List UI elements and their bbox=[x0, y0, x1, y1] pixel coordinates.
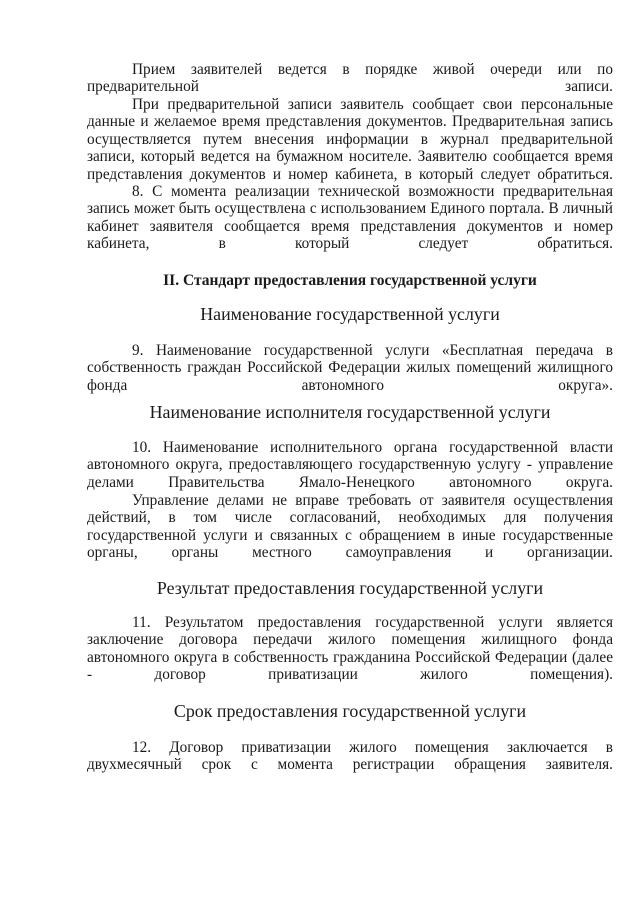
paragraph-prereg: При предварительной записи заявитель сообщает свои персональные данные и желаемое время представления документов. Предварительная запись осуществляется путем внесения информации в журнал предварительной записи, который ведется на бумажном носителе. Заявителю сообщается время представления документов и номер кабинета, в который следует обратиться. bbox=[87, 96, 613, 183]
heading-term: Срок предоставления государственной услуги bbox=[173, 701, 527, 721]
heading-result: Результат предоставления государственной услуги bbox=[156, 578, 544, 598]
paragraph-queue: Прием заявителей ведется в порядке живой очереди или по предварительной записи. bbox=[87, 61, 613, 96]
section-2-heading: II. Стандарт предоставления государственной услуги bbox=[163, 272, 537, 289]
paragraph-11: 11. Результатом предоставления государственной услуги является заключение договора передачи жилого помещения жилищного фонда автономного округа в собственность гражданина Российской Федерации (далее - договор приватизации жилого помещения). bbox=[87, 614, 613, 684]
paragraph-8: 8. С момента реализации технической возможности предварительная запись может быть осуществлена с использованием Единого портала. В личный кабинет заявителя сообщается время представления документов и номер кабинета, в который следует обратиться. bbox=[87, 183, 613, 253]
heading-executor-name: Наименование исполнителя государственной услуги bbox=[149, 402, 551, 422]
paragraph-10-b: Управление делами не вправе требовать от заявителя осуществления действий, в том числе согласований, необходимых для получения государственной услуги и связанных с обращением в иные государственные органы, органы местного самоуправления и организации. bbox=[87, 492, 613, 562]
paragraph-9: 9. Наименование государственной услуги «Бесплатная передача в собственность граждан Российской Федерации жилых помещений жилищного фонда автономного округа». bbox=[87, 342, 613, 394]
heading-service-name: Наименование государственной услуги bbox=[200, 304, 500, 324]
paragraph-12: 12. Договор приватизации жилого помещения заключается в двухмесячный срок с момента регистрации обращения заявителя. bbox=[87, 739, 613, 774]
paragraph-10: 10. Наименование исполнительного органа государственной власти автономного округа, предоставляющего государственную услугу - управление делами Правительства Ямало-Ненецкого автономного округа. bbox=[87, 439, 613, 491]
